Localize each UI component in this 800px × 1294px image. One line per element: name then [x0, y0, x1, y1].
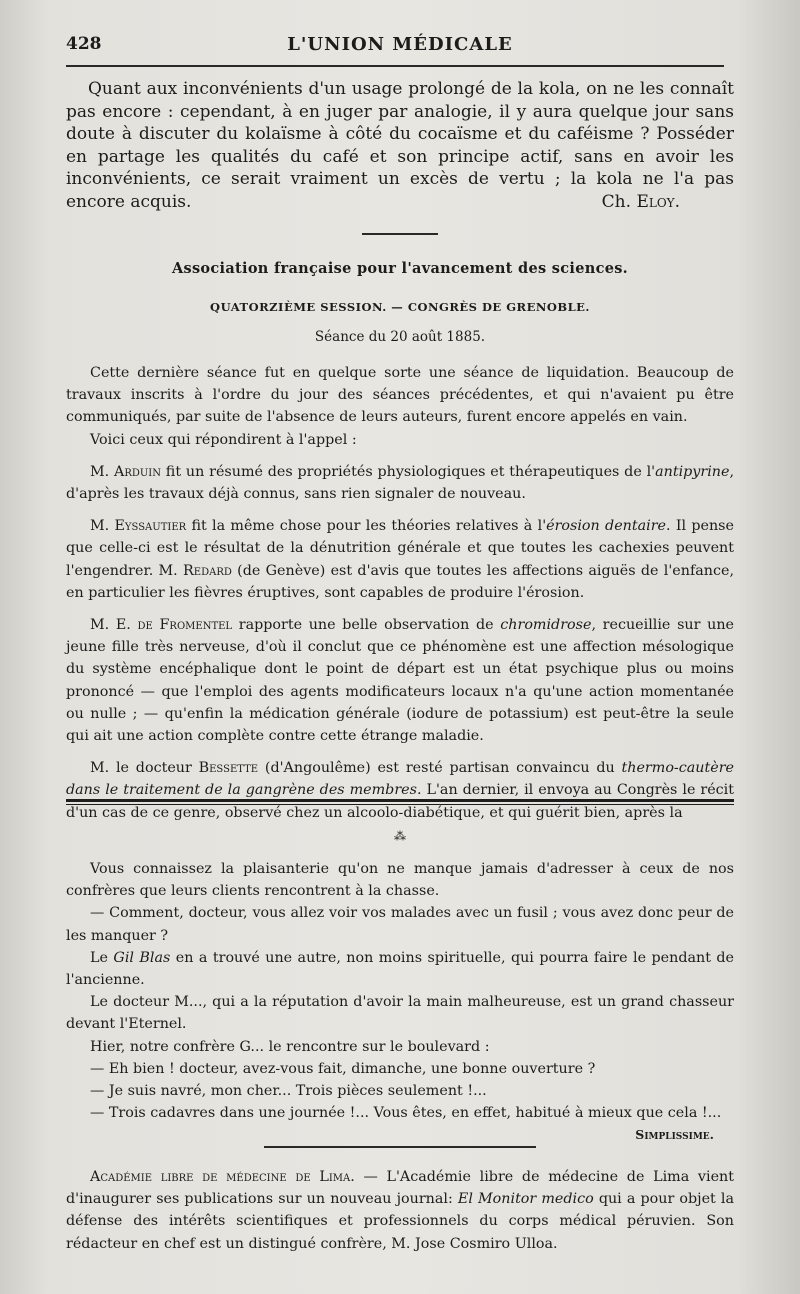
fromentel-italic: chromidrose	[500, 617, 592, 634]
double-rule	[66, 799, 734, 805]
p3-italic: Gil Blas	[113, 949, 171, 966]
lima-text-a: — L'Académie libre de médecine de Lima vient d'inaugurer ses publications sur un nouveau journal:	[66, 1169, 734, 1208]
anecdote-p6: — Eh bien ! docteur, avez-vous fait, dimanche, une bonne ouverture ?	[90, 1060, 596, 1077]
header-rule	[66, 65, 724, 67]
bessette-text-b: . L'an dernier, il envoya au Congrès le récit d'un cas de ce genre, observé chez un alcoolo-diabétique, et qui guérit bien, après la	[66, 782, 735, 821]
fromentel-text-b: , recueillie sur une jeune fille très nerveuse, d'où il conclut que ce phénomène est une affection mésologique du système encéphalique dont le point de départ est un état psychique plus ou moins prononcé — que l'emploi des agents modificateurs locaux n'a qu'une action momentanée ou nulle ; — qu'enfin la médication générale (iodure de potassium) est peut-être la seule qui ait une action complète contre cette étrange maladie.	[66, 617, 734, 745]
bessette-prefix: M. le docteur	[90, 760, 199, 777]
section-title: Association française pour l'avancement des sciences.	[171, 260, 629, 277]
arduin-italic: antipyrine	[655, 463, 730, 480]
lima-italic: El Monitor medico	[457, 1191, 594, 1208]
fromentel-prefix: M. E. de	[90, 617, 160, 634]
anecdote-p2: — Comment, docteur, vous allez voir vos malades avec un fusil ; vous avez donc peur de les manquer ?	[66, 905, 734, 944]
anecdote-p7: — Je suis navré, mon cher... Trois pièces seulement !...	[90, 1083, 487, 1100]
call-paragraph: Voici ceux qui répondirent à l'appel :	[90, 431, 357, 448]
short-rule	[362, 233, 438, 235]
eyssautier-italic: érosion dentaire	[546, 518, 667, 535]
fromentel-name: Fromentel	[159, 617, 233, 634]
bessette-text-a: (d'Angoulême) est resté partisan convaincu du	[258, 760, 622, 777]
long-rule	[264, 1146, 536, 1148]
anecdote-p8: — Trois cadavres dans une journée !... Vous êtes, en effet, habitué à mieux que cela !...	[90, 1105, 722, 1122]
running-title: L'UNION MÉDICALE	[287, 34, 513, 55]
arduin-text-b: , d'après les travaux déjà connus, sans rien signaler de nouveau.	[66, 463, 735, 503]
kola-article	[66, 78, 734, 213]
association-body	[66, 362, 734, 824]
anecdote-p1: Vous connaissez la plaisanterie qu'on ne manque jamais d'adresser à ceux de nos confrères que leurs clients rencontrent à la chasse.	[66, 861, 734, 900]
anecdote-signature	[66, 1124, 734, 1146]
session-line: QUATORZIÈME SESSION. — CONGRÈS DE GRENOBLE.	[210, 300, 590, 314]
lima-paragraph	[66, 1166, 734, 1255]
seance-block	[66, 329, 734, 345]
simplissime-signature: Simplissime.	[635, 1127, 714, 1143]
column-divider	[66, 799, 734, 805]
anecdote-section	[66, 830, 734, 842]
eyssautier-name: Eyssautier	[114, 518, 187, 535]
session-block	[66, 300, 734, 314]
eyssautier-text-b: . Il pense que celle-ci est le résultat de la dénutrition générale et que toutes les cachexies peuvent l'engendrer. M.	[66, 518, 734, 579]
anecdote-p4: Le docteur M..., qui a la réputation d'avoir la main malheureuse, est un grand chasseur devant l'Eternel.	[66, 994, 734, 1033]
signature-initials: Ch.	[601, 191, 632, 212]
section-separator	[66, 233, 734, 235]
asterism: ⁂	[394, 829, 406, 843]
bessette-italic: thermo-cautère dans le traitement de la gangrène des membres	[66, 760, 734, 799]
p3-text-a: Le	[90, 949, 114, 966]
arduin-text-a: fit un résumé des propriétés physiologiques et thérapeutiques de l'	[161, 463, 656, 480]
eyssautier-text-c: (de Genève) est d'avis que toutes les affections aiguës de l'enfance, en particulier les fièvres éruptives, sont capables de produire l'érosion.	[66, 562, 735, 601]
fromentel-paragraph	[66, 614, 734, 747]
intro-paragraph: Cette dernière séance fut en quelque sorte une séance de liquidation. Beaucoup de travaux inscrits à l'ordre du jour des séances précédentes, et qui n'avaient pu être communiqués, par suite de l'absence de leurs auteurs, furent encore appelés en vain.	[66, 365, 734, 426]
anecdote-p5: Hier, notre confrère G... le rencontre sur le boulevard :	[90, 1038, 490, 1055]
anecdote-p3	[66, 947, 734, 991]
page-header	[66, 30, 734, 62]
seance-date: Séance du 20 août 1885.	[314, 329, 486, 345]
page-number: 428	[66, 34, 102, 54]
redard-name: Redard	[183, 562, 232, 579]
eyssautier-paragraph	[66, 515, 734, 604]
lima-separator	[66, 1146, 734, 1148]
kola-paragraph: Quant aux inconvénients d'un usage prolongé de la kola, on ne les connaît pas encore : cependant, à en juger par analogie, il y aura quelque jour sans doute à discuter du kolaïsme à côté du cocaïsme et du caféisme ? Posséder en partage les qualités du café et son principe actif, sans en avoir les inconvénients, ce serait vraiment un excès de vertu ; la kola ne l'a pas encore acquis.	[66, 79, 734, 212]
association-section	[66, 260, 734, 277]
eyssautier-text-a: fit la même chose pour les théories relatives à l'	[186, 518, 547, 535]
lima-heading: Académie libre de médecine de Lima.	[90, 1169, 355, 1185]
bessette-name: Bessette	[198, 760, 259, 777]
arduin-paragraph	[66, 461, 734, 505]
fromentel-text-a: rapporte une belle observation de	[232, 617, 501, 634]
arduin-name: Arduin	[114, 463, 161, 480]
anecdote-body	[66, 858, 734, 1147]
lima-text-b: qui a pour objet la défense des intérêts scientifiques et professionnels du corps médical péruvien. Son rédacteur en chef est un distingué confrère, M. Jose Cosmiro Ulloa.	[66, 1191, 735, 1252]
eyssautier-prefix: M.	[90, 518, 115, 535]
bessette-paragraph	[66, 757, 734, 824]
lima-section	[66, 1166, 734, 1255]
arduin-prefix: M.	[90, 463, 114, 480]
signature-name: Eloy.	[636, 191, 680, 212]
p3-text-b: en a trouvé une autre, non moins spirituelle, qui pourra faire le pendant de l'ancienne.	[66, 949, 735, 989]
